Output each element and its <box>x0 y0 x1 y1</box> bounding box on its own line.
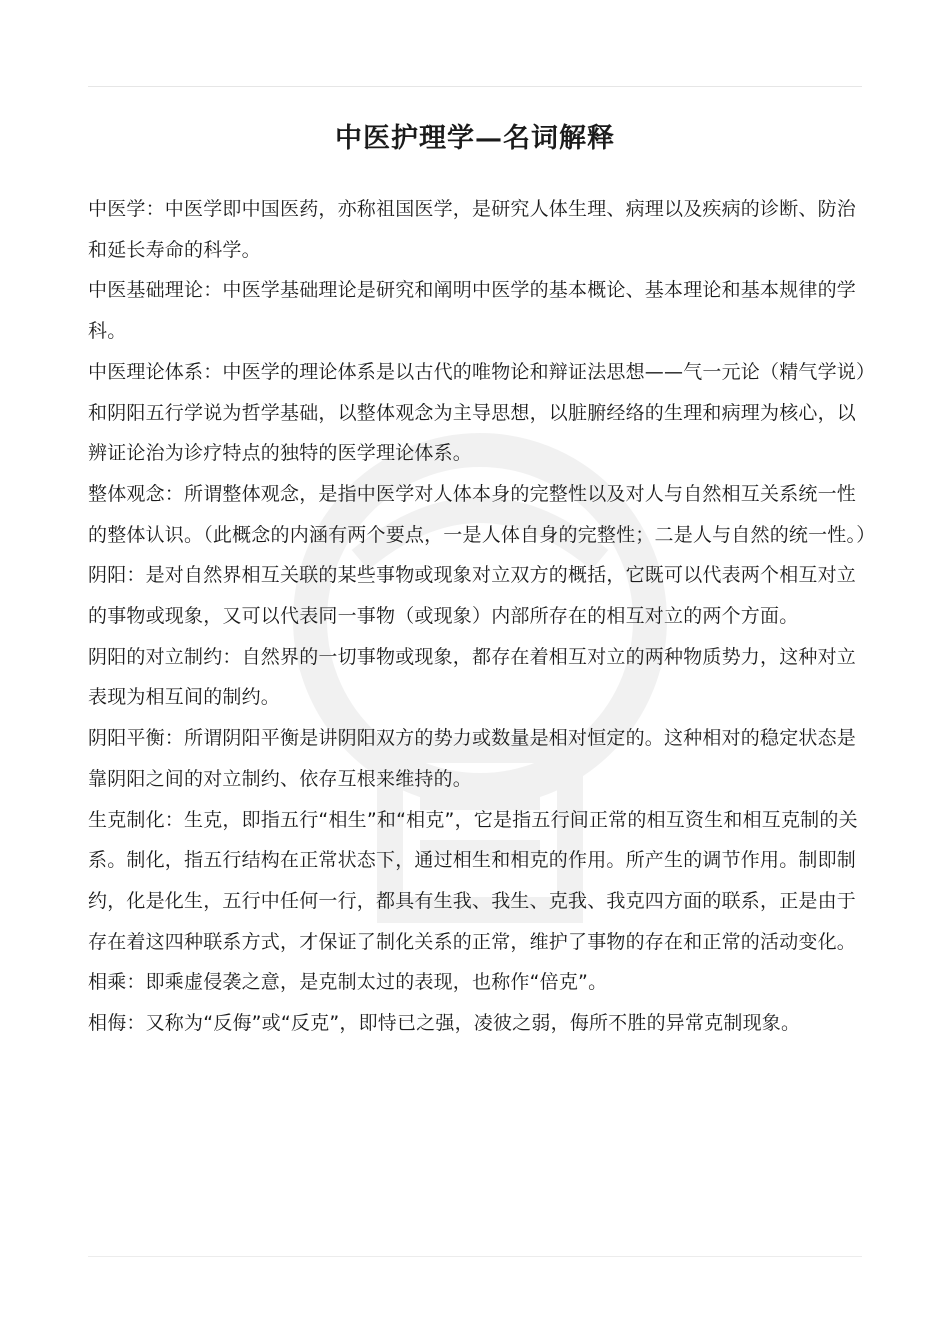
glossary-entry-jichu-lilun: 中医基础理论：中医学基础理论是研究和阐明中医学的基本概论、基本理论和基本规律的学科。 <box>88 279 857 343</box>
glossary-entry-zhengti-guannian: 整体观念：所谓整体观念，是指中医学对人体本身的完整性以及对人与自然相互关系统一性的整体认识。（此概念的内涵有两个要点，一是人体自身的完整性；二是人与自然的统一性。） <box>88 482 876 546</box>
glossary-body <box>88 189 876 1044</box>
glossary-entry-yinyang: 阴阳：是对自然界相互关联的某些事物或现象对立双方的概括，它既可以代表两个相互对立的事物或现象，又可以代表同一事物（或现象）内部所存在的相互对立的两个方面。 <box>88 564 857 628</box>
glossary-entry-xiangwu: 相侮：又称为“反侮”或“反克”，即恃已之强，凌彼之弱，侮所不胜的异常克制现象。 <box>88 1012 801 1035</box>
glossary-entry-yinyang-duili: 阴阳的对立制约：自然界的一切事物或现象，都存在着相互对立的两种物质势力，这种对立表现为相互间的制约。 <box>88 645 857 709</box>
glossary-entry-xiangcheng: 相乘：即乘虚侵袭之意，是克制太过的表现，也称作“倍克”。 <box>88 971 608 994</box>
glossary-entry-shengke-zhihua: 生克制化：生克，即指五行“相生”和“相克”，它是指五行间正常的相互资生和相互克制的关系。制化，指五行结构在正常状态下，通过相生和相克的作用。所产生的调节作用。制即制约，化是化生，五行中任何一行，都具有生我、我生、克我、我克四方面的联系，正是由于存在着这四种联系方式，才保证了制化关系的正常，维护了事物的存在和正常的活动变化。 <box>88 808 858 953</box>
glossary-entry-yinyang-pingheng: 阴阳平衡：所谓阴阳平衡是讲阴阳双方的势力或数量是相对恒定的。这种相对的稳定状态是靠阴阳之间的对立制约、依存互根来维持的。 <box>88 727 857 790</box>
page-title: 中医护理学—名词解释 <box>335 123 615 154</box>
glossary-entry-zhongyixue: 中医学：中医学即中国医药，亦称祖国医学，是研究人体生理、病理以及疾病的诊断、防治和延长寿命的科学。 <box>88 198 857 261</box>
header-divider <box>88 86 862 87</box>
footer-divider <box>88 1256 862 1257</box>
glossary-entry-lilun-tixi: 中医理论体系：中医学的理论体系是以古代的唯物论和辩证法思想——气一元论（精气学说）和阴阳五行学说为哲学基础，以整体观念为主导思想，以脏腑经络的生理和病理为核心，以辨证论治为诊疗特点的独特的医学理论体系。 <box>88 360 866 465</box>
